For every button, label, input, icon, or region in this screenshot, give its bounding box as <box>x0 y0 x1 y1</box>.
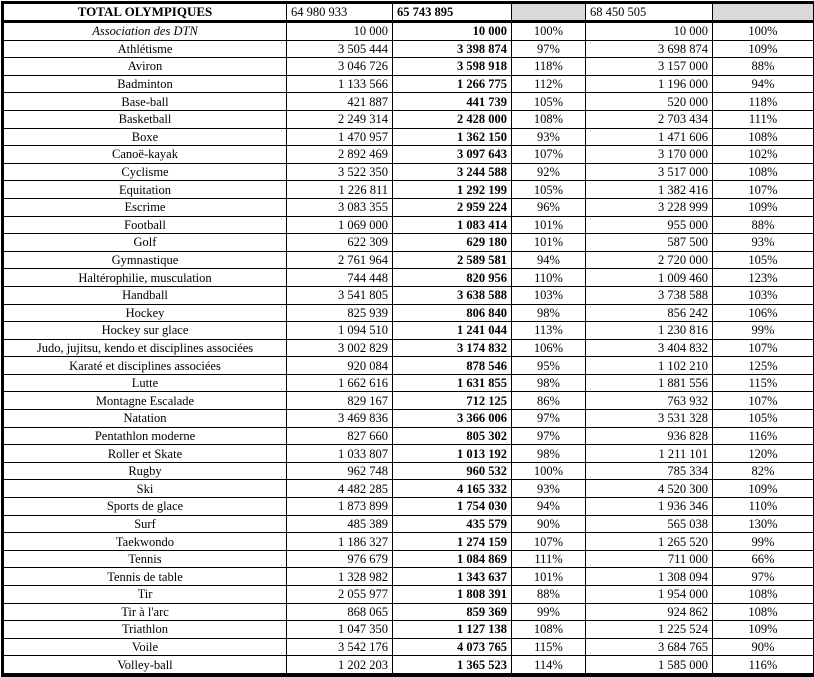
table-row <box>3 445 814 463</box>
value-col2: 1 013 192 <box>393 445 512 463</box>
sport-name: Lutte <box>3 374 287 392</box>
table-row <box>3 181 814 199</box>
value-col2: 1 292 199 <box>393 181 512 199</box>
percent-col5: 93% <box>713 234 814 252</box>
value-col1: 3 083 355 <box>287 198 393 216</box>
value-col2: 1 362 150 <box>393 128 512 146</box>
value-col1: 920 084 <box>287 357 393 375</box>
percent-col5: 66% <box>713 550 814 568</box>
percent-col3: 96% <box>512 198 586 216</box>
value-col4: 1 954 000 <box>586 586 713 604</box>
percent-col3: 98% <box>512 374 586 392</box>
value-col1: 825 939 <box>287 304 393 322</box>
value-col2: 2 428 000 <box>393 110 512 128</box>
table-row <box>3 480 814 498</box>
total-value-2: 65 743 895 <box>393 3 512 22</box>
percent-col3: 101% <box>512 216 586 234</box>
value-col2: 1 808 391 <box>393 586 512 604</box>
percent-col3: 97% <box>512 410 586 428</box>
percent-col5: 109% <box>713 621 814 639</box>
value-col4: 1 585 000 <box>586 656 713 675</box>
value-col2: 1 274 159 <box>393 533 512 551</box>
table-row <box>3 392 814 410</box>
value-col1: 3 541 805 <box>287 286 393 304</box>
percent-col3: 98% <box>512 304 586 322</box>
table-row <box>3 146 814 164</box>
value-col2: 878 546 <box>393 357 512 375</box>
sport-name: Tir <box>3 586 287 604</box>
percent-col5: 107% <box>713 392 814 410</box>
sport-name: Surf <box>3 515 287 533</box>
value-col1: 3 002 829 <box>287 339 393 357</box>
percent-col3: 110% <box>512 269 586 287</box>
sport-name: Natation <box>3 410 287 428</box>
table-row <box>3 410 814 428</box>
value-col1: 1 069 000 <box>287 216 393 234</box>
value-col1: 1 033 807 <box>287 445 393 463</box>
value-col2: 2 589 581 <box>393 251 512 269</box>
percent-col5: 88% <box>713 216 814 234</box>
percent-col5: 108% <box>713 603 814 621</box>
sport-name: Football <box>3 216 287 234</box>
sport-name: Judo, jujitsu, kendo et disciplines associées <box>3 339 287 357</box>
percent-col5: 100% <box>713 22 814 41</box>
value-col4: 3 517 000 <box>586 163 713 181</box>
percent-col5: 99% <box>713 322 814 340</box>
percent-col5: 105% <box>713 251 814 269</box>
percent-col5: 82% <box>713 462 814 480</box>
percent-col5: 120% <box>713 445 814 463</box>
value-col1: 1 186 327 <box>287 533 393 551</box>
sport-name: Cyclisme <box>3 163 287 181</box>
value-col4: 2 720 000 <box>586 251 713 269</box>
percent-col5: 125% <box>713 357 814 375</box>
table-row <box>3 586 814 604</box>
percent-col3: 105% <box>512 181 586 199</box>
sport-name: Roller et Skate <box>3 445 287 463</box>
percent-col5: 116% <box>713 656 814 675</box>
percent-col3: 101% <box>512 234 586 252</box>
value-col1: 622 309 <box>287 234 393 252</box>
value-col4: 1 382 416 <box>586 181 713 199</box>
percent-col3: 103% <box>512 286 586 304</box>
value-col2: 1 343 637 <box>393 568 512 586</box>
total-label: TOTAL OLYMPIQUES <box>3 3 287 22</box>
value-col4: 1 196 000 <box>586 75 713 93</box>
percent-col3: 108% <box>512 110 586 128</box>
percent-col5: 115% <box>713 374 814 392</box>
value-col2: 806 840 <box>393 304 512 322</box>
percent-col3: 92% <box>512 163 586 181</box>
value-col4: 1 102 210 <box>586 357 713 375</box>
value-col2: 441 739 <box>393 93 512 111</box>
table-row <box>3 22 814 41</box>
sport-name: Hockey sur glace <box>3 322 287 340</box>
value-col4: 1 881 556 <box>586 374 713 392</box>
value-col1: 976 679 <box>287 550 393 568</box>
value-col2: 629 180 <box>393 234 512 252</box>
value-col4: 3 698 874 <box>586 40 713 58</box>
value-col4: 785 334 <box>586 462 713 480</box>
value-col2: 1 127 138 <box>393 621 512 639</box>
percent-col5: 116% <box>713 427 814 445</box>
value-col2: 3 244 588 <box>393 163 512 181</box>
sport-name: Association des DTN <box>3 22 287 41</box>
value-col2: 960 532 <box>393 462 512 480</box>
total-row <box>3 3 814 22</box>
value-col4: 587 500 <box>586 234 713 252</box>
percent-col5: 97% <box>713 568 814 586</box>
sport-name: Voile <box>3 638 287 656</box>
table-row <box>3 357 814 375</box>
percent-col5: 88% <box>713 58 814 76</box>
percent-col3: 88% <box>512 586 586 604</box>
value-col1: 1 328 982 <box>287 568 393 586</box>
value-col4: 520 000 <box>586 93 713 111</box>
value-col2: 805 302 <box>393 427 512 445</box>
value-col4: 565 038 <box>586 515 713 533</box>
percent-col3: 95% <box>512 357 586 375</box>
value-col1: 2 892 469 <box>287 146 393 164</box>
sport-name: Karaté et disciplines associées <box>3 357 287 375</box>
value-col2: 3 598 918 <box>393 58 512 76</box>
table-row <box>3 128 814 146</box>
value-col1: 827 660 <box>287 427 393 445</box>
value-col2: 1 266 775 <box>393 75 512 93</box>
value-col4: 1 265 520 <box>586 533 713 551</box>
table-row <box>3 110 814 128</box>
value-col1: 1 202 203 <box>287 656 393 675</box>
sport-name: Base-ball <box>3 93 287 111</box>
percent-col3: 101% <box>512 568 586 586</box>
value-col2: 2 959 224 <box>393 198 512 216</box>
table-row <box>3 198 814 216</box>
value-col1: 868 065 <box>287 603 393 621</box>
table-row <box>3 427 814 445</box>
percent-col3: 94% <box>512 251 586 269</box>
percent-col5: 90% <box>713 638 814 656</box>
table-row <box>3 234 814 252</box>
value-col4: 1 936 346 <box>586 498 713 516</box>
value-col1: 1 226 811 <box>287 181 393 199</box>
table-row <box>3 339 814 357</box>
percent-col3: 93% <box>512 128 586 146</box>
value-col1: 1 133 566 <box>287 75 393 93</box>
budget-table <box>1 1 814 677</box>
table-row <box>3 322 814 340</box>
percent-col3: 86% <box>512 392 586 410</box>
value-col4: 856 242 <box>586 304 713 322</box>
sport-name: Ski <box>3 480 287 498</box>
sport-name: Haltérophilie, musculation <box>3 269 287 287</box>
table-row <box>3 75 814 93</box>
table-row <box>3 603 814 621</box>
table-row <box>3 93 814 111</box>
percent-col3: 99% <box>512 603 586 621</box>
percent-col5: 109% <box>713 198 814 216</box>
sport-name: Triathlon <box>3 621 287 639</box>
total-value-4: 68 450 505 <box>586 3 713 22</box>
percent-col5: 105% <box>713 410 814 428</box>
value-col2: 1 241 044 <box>393 322 512 340</box>
value-col1: 2 249 314 <box>287 110 393 128</box>
value-col4: 711 000 <box>586 550 713 568</box>
table-row <box>3 568 814 586</box>
percent-col3: 107% <box>512 533 586 551</box>
percent-col3: 118% <box>512 58 586 76</box>
percent-col5: 103% <box>713 286 814 304</box>
table-row <box>3 58 814 76</box>
sport-name: Sports de glace <box>3 498 287 516</box>
value-col4: 3 738 588 <box>586 286 713 304</box>
sport-name: Volley-ball <box>3 656 287 675</box>
percent-col5: 123% <box>713 269 814 287</box>
value-col4: 763 932 <box>586 392 713 410</box>
percent-col5: 108% <box>713 163 814 181</box>
value-col4: 3 157 000 <box>586 58 713 76</box>
value-col2: 712 125 <box>393 392 512 410</box>
percent-col3: 98% <box>512 445 586 463</box>
value-col4: 1 230 816 <box>586 322 713 340</box>
value-col1: 3 469 836 <box>287 410 393 428</box>
value-col4: 1 308 094 <box>586 568 713 586</box>
percent-col3: 113% <box>512 322 586 340</box>
table-row <box>3 216 814 234</box>
value-col2: 435 579 <box>393 515 512 533</box>
percent-col5: 106% <box>713 304 814 322</box>
value-col4: 955 000 <box>586 216 713 234</box>
value-col1: 2 761 964 <box>287 251 393 269</box>
percent-col3: 111% <box>512 550 586 568</box>
sport-name: Handball <box>3 286 287 304</box>
value-col2: 4 165 332 <box>393 480 512 498</box>
value-col2: 10 000 <box>393 22 512 41</box>
percent-col3: 97% <box>512 427 586 445</box>
table-row <box>3 550 814 568</box>
sport-name: Hockey <box>3 304 287 322</box>
value-col4: 1 225 524 <box>586 621 713 639</box>
table-row <box>3 533 814 551</box>
value-col2: 3 174 832 <box>393 339 512 357</box>
percent-col5: 109% <box>713 480 814 498</box>
sport-name: Tennis de table <box>3 568 287 586</box>
value-col2: 859 369 <box>393 603 512 621</box>
table-row <box>3 286 814 304</box>
percent-col5: 94% <box>713 75 814 93</box>
percent-col5: 118% <box>713 93 814 111</box>
percent-col3: 107% <box>512 146 586 164</box>
sport-name: Aviron <box>3 58 287 76</box>
percent-col3: 115% <box>512 638 586 656</box>
percent-col3: 106% <box>512 339 586 357</box>
table-row <box>3 40 814 58</box>
percent-col5: 102% <box>713 146 814 164</box>
value-col4: 1 471 606 <box>586 128 713 146</box>
value-col4: 3 228 999 <box>586 198 713 216</box>
value-col4: 3 531 328 <box>586 410 713 428</box>
value-col1: 829 167 <box>287 392 393 410</box>
value-col4: 10 000 <box>586 22 713 41</box>
percent-col3: 100% <box>512 22 586 41</box>
sport-name: Badminton <box>3 75 287 93</box>
percent-col3: 93% <box>512 480 586 498</box>
value-col1: 1 662 616 <box>287 374 393 392</box>
table-row <box>3 163 814 181</box>
value-col1: 421 887 <box>287 93 393 111</box>
percent-col5: 111% <box>713 110 814 128</box>
percent-col3: 105% <box>512 93 586 111</box>
percent-col3: 114% <box>512 656 586 675</box>
table-row <box>3 304 814 322</box>
table-row <box>3 269 814 287</box>
value-col1: 1 047 350 <box>287 621 393 639</box>
value-col2: 4 073 765 <box>393 638 512 656</box>
percent-col5: 107% <box>713 181 814 199</box>
sport-name: Basketball <box>3 110 287 128</box>
value-col1: 1 873 899 <box>287 498 393 516</box>
sport-name: Rugby <box>3 462 287 480</box>
table-row <box>3 621 814 639</box>
percent-col3: 100% <box>512 462 586 480</box>
table-row <box>3 656 814 675</box>
percent-col5: 109% <box>713 40 814 58</box>
table-row <box>3 638 814 656</box>
sport-name: Montagne Escalade <box>3 392 287 410</box>
percent-col3: 112% <box>512 75 586 93</box>
value-col4: 1 211 101 <box>586 445 713 463</box>
sport-name: Equitation <box>3 181 287 199</box>
value-col4: 1 009 460 <box>586 269 713 287</box>
percent-col3: 108% <box>512 621 586 639</box>
sport-name: Tennis <box>3 550 287 568</box>
sport-name: Tir à l'arc <box>3 603 287 621</box>
value-col1: 3 522 350 <box>287 163 393 181</box>
sport-name: Gymnastique <box>3 251 287 269</box>
value-col2: 1 631 855 <box>393 374 512 392</box>
value-col4: 3 170 000 <box>586 146 713 164</box>
sport-name: Escrime <box>3 198 287 216</box>
table-row <box>3 462 814 480</box>
percent-col5: 108% <box>713 128 814 146</box>
percent-col5: 108% <box>713 586 814 604</box>
value-col2: 3 366 006 <box>393 410 512 428</box>
percent-col5: 99% <box>713 533 814 551</box>
percent-col3: 97% <box>512 40 586 58</box>
value-col1: 1 470 957 <box>287 128 393 146</box>
value-col1: 744 448 <box>287 269 393 287</box>
value-col2: 1 754 030 <box>393 498 512 516</box>
table-row <box>3 251 814 269</box>
percent-col5: 130% <box>713 515 814 533</box>
value-col2: 1 083 414 <box>393 216 512 234</box>
value-col2: 1 084 869 <box>393 550 512 568</box>
value-col4: 3 684 765 <box>586 638 713 656</box>
sport-name: Canoë-kayak <box>3 146 287 164</box>
total-empty-cell <box>713 3 814 22</box>
percent-col3: 90% <box>512 515 586 533</box>
percent-col3: 94% <box>512 498 586 516</box>
value-col2: 3 638 588 <box>393 286 512 304</box>
value-col4: 924 862 <box>586 603 713 621</box>
value-col1: 1 094 510 <box>287 322 393 340</box>
table-row <box>3 498 814 516</box>
value-col1: 4 482 285 <box>287 480 393 498</box>
value-col1: 2 055 977 <box>287 586 393 604</box>
value-col2: 3 097 643 <box>393 146 512 164</box>
total-empty-cell <box>512 3 586 22</box>
value-col4: 4 520 300 <box>586 480 713 498</box>
value-col1: 3 505 444 <box>287 40 393 58</box>
sport-name: Golf <box>3 234 287 252</box>
value-col1: 3 046 726 <box>287 58 393 76</box>
sport-name: Athlétisme <box>3 40 287 58</box>
table-row <box>3 515 814 533</box>
sport-name: Taekwondo <box>3 533 287 551</box>
value-col4: 2 703 434 <box>586 110 713 128</box>
value-col2: 1 365 523 <box>393 656 512 675</box>
value-col1: 485 389 <box>287 515 393 533</box>
total-value-1: 64 980 933 <box>287 3 393 22</box>
sport-name: Pentathlon moderne <box>3 427 287 445</box>
percent-col5: 107% <box>713 339 814 357</box>
value-col1: 3 542 176 <box>287 638 393 656</box>
percent-col5: 110% <box>713 498 814 516</box>
value-col1: 962 748 <box>287 462 393 480</box>
value-col2: 3 398 874 <box>393 40 512 58</box>
value-col4: 936 828 <box>586 427 713 445</box>
value-col2: 820 956 <box>393 269 512 287</box>
sport-name: Boxe <box>3 128 287 146</box>
table-row <box>3 374 814 392</box>
value-col4: 3 404 832 <box>586 339 713 357</box>
value-col1: 10 000 <box>287 22 393 41</box>
